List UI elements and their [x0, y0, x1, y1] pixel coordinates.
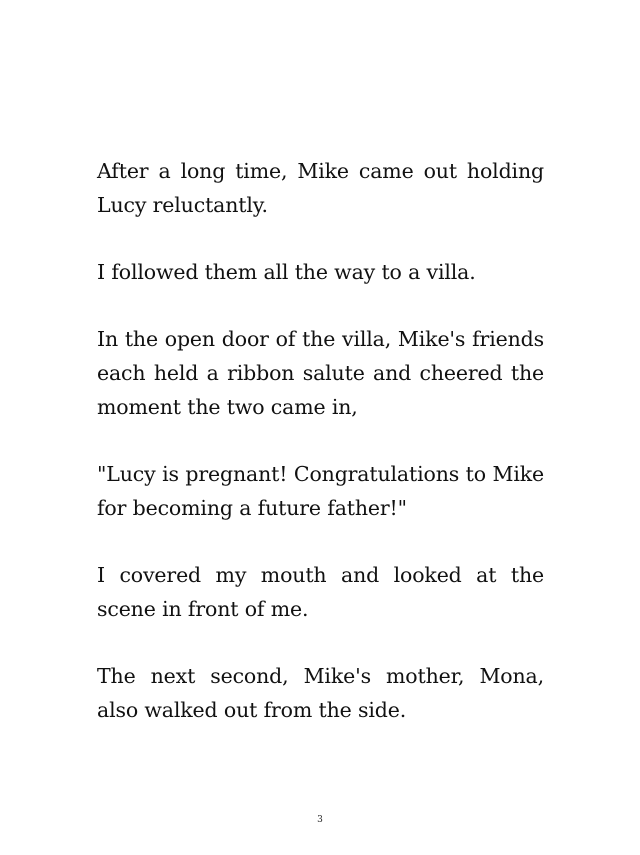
page-number: 3 [317, 815, 323, 825]
paragraph: After a long time, Mike came out holding Lucy reluctantly. [97, 159, 544, 217]
paragraph: I followed them all the way to a villa. [97, 260, 476, 284]
paragraph: The next second, Mike's mother, Mona, also walked out from the side. [97, 664, 544, 722]
paragraph: I covered my mouth and looked at the scene in front of me. [97, 563, 544, 621]
paragraph: In the open door of the villa, Mike's friends each held a ribbon salute and cheered the moment the two came in, [97, 327, 544, 419]
paragraph: "Lucy is pregnant! Congratulations to Mike for becoming a future father!" [97, 462, 544, 520]
page-body [97, 154, 544, 760]
